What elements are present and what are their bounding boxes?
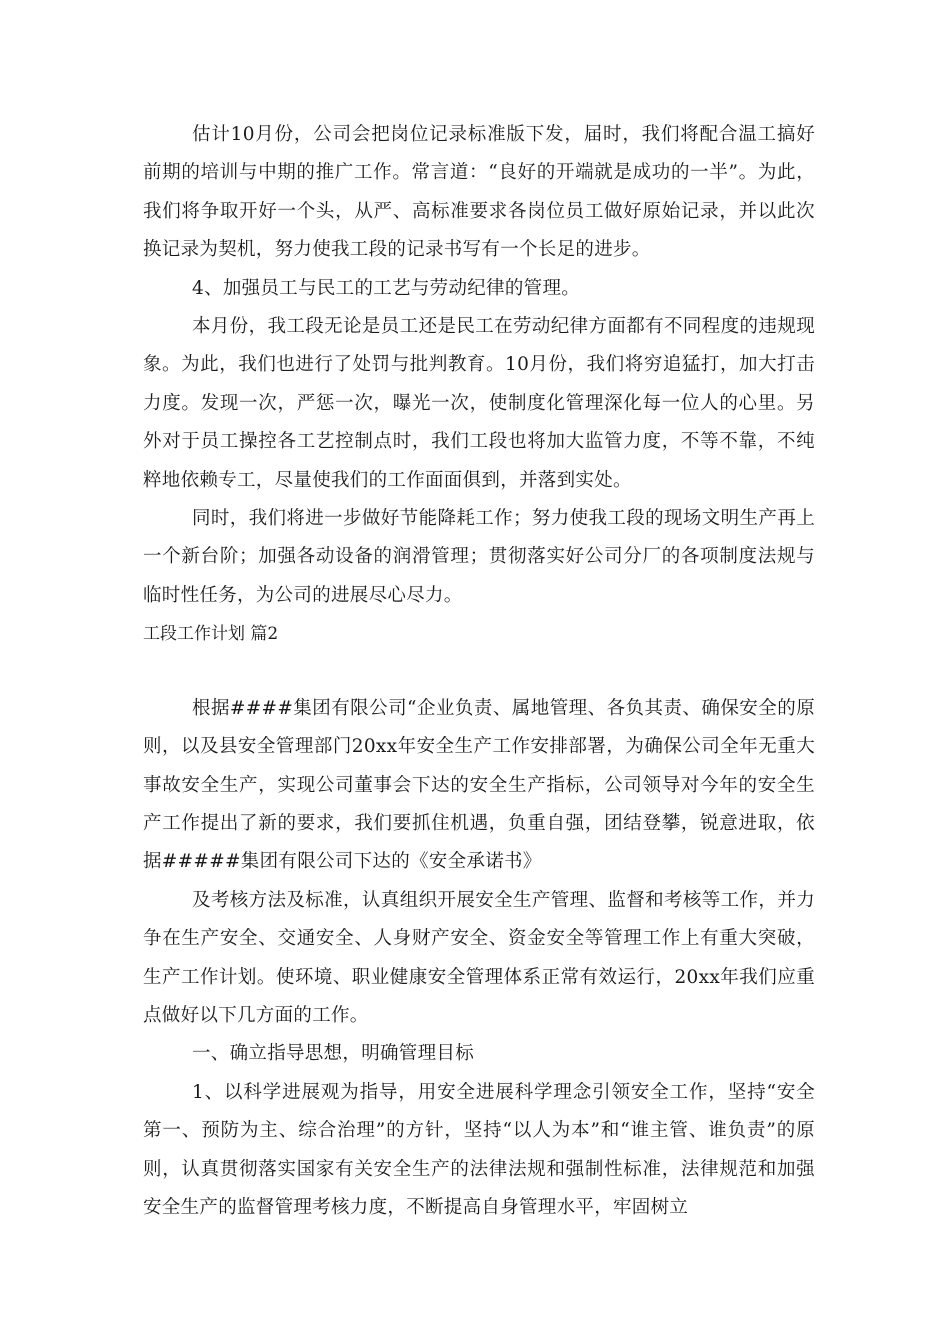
paragraph-energy-saving: 同时，我们将进一步做好节能降耗工作；努力使我工段的现场文明生产再上一个新台阶；加强各动设备的润滑管理；贯彻落实好公司分厂的各项制度法规与临时性任务，为公司的进展尽心尽力。 <box>143 508 815 606</box>
paragraph-record-standard: 估计10月份，公司会把岗位记录标准版下发，届时，我们将配合温工搞好前期的培训与中期的推广工作。常言道：“良好的开端就是成功的一半”。为此，我们将争取开好一个头，从严、高标准要求各岗位员工做好原始记录，并以此次换记录为契机，努力使我工段的记录书写有一个长足的进步。 <box>143 124 815 261</box>
paragraph-scientific-development: 1、以科学进展观为指导，用安全进展科学理念引领安全工作，坚持“安全第一、预防为主、综合治理”的方针，坚持“以人为本”和“谁主管、谁负责”的原则，认真贯彻落实国家有关安全生产的法律法规和强制性标准，法律规范和加强安全生产的监督管理考核力度，不断提高自身管理水平，牢固树立 <box>143 1081 815 1218</box>
section-spacer <box>143 654 815 690</box>
section-title: 工段工作计划 篇2 <box>143 624 279 645</box>
paragraph-guiding-thought: 一、确立指导思想，明确管理目标 <box>192 1043 475 1065</box>
document-body <box>143 116 815 1227</box>
paragraph-assessment: 及考核方法及标准，认真组织开展安全生产管理、监督和考核等工作，并力争在生产安全、交通安全、人身财产安全、资金安全等管理工作上有重大突破，生产工作计划。使环境、职业健康安全管理体系正常有效运行，20xx年我们应重点做好以下几方面的工作。 <box>143 889 815 1026</box>
paragraph-safety-principle: 根据####集团有限公司“企业负责、属地管理、各负其责、确保安全的原则，以及县安全管理部门20xx年安全生产工作安排部署，为确保公司全年无重大事故安全生产，实现公司董事会下达的安全生产指标，公司领导对今年的安全生产工作提出了新的要求，我们要抓住机遇，负重自强，团结登攀，锐意进取，依据#####集团有限公司下达的《安全承诺书》 <box>143 697 815 873</box>
paragraph-labor-discipline: 本月份，我工段无论是员工还是民工在劳动纪律方面都有不同程度的违规现象。为此，我们也进行了处罚与批判教育。10月份，我们将穷追猛打，加大打击力度。发现一次，严惩一次，曝光一次，使制度化管理深化每一位人的心里。另外对于员工操控各工艺控制点时，我们工段也将加大监管力度，不等不靠，不纯粹地依赖专工，尽量使我们的工作面面俱到，并落到实处。 <box>143 316 815 491</box>
paragraph-discipline-heading: 4、加强员工与民工的工艺与劳动纪律的管理。 <box>192 277 581 299</box>
